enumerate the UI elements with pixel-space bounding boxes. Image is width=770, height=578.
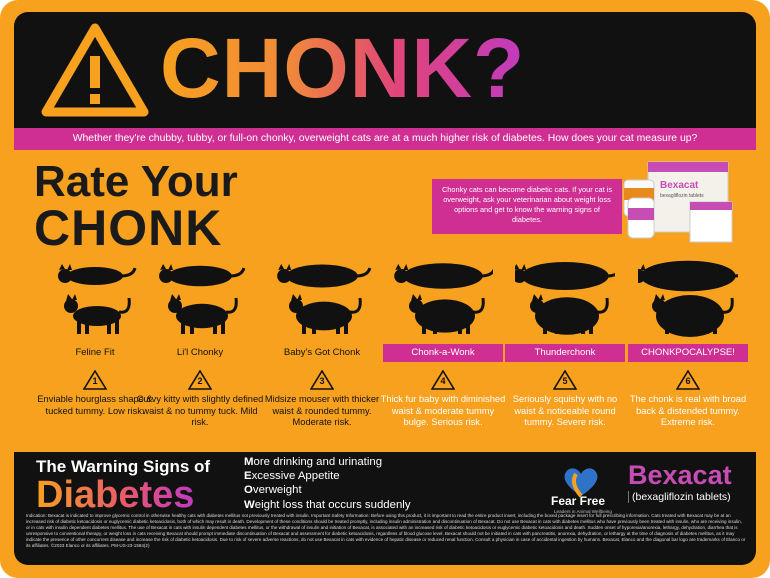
level-number-badge xyxy=(188,370,212,390)
level-number: 6 xyxy=(685,376,691,386)
cat-silhouette xyxy=(393,260,493,342)
level-number: 3 xyxy=(319,376,325,386)
cat-silhouette xyxy=(638,260,738,342)
level-number-badge xyxy=(676,370,700,390)
level-number: 2 xyxy=(197,376,203,386)
callout-box: Chonky cats can become diabetic cats. If your cat is overweight, ask your veterinarian about weight loss options and get to know the warning signs of diabetes. xyxy=(432,179,622,234)
level-label: Feline Fit xyxy=(75,347,115,358)
warning-heading: The Warning Signs of xyxy=(36,457,211,476)
product-box-label: Bexacat xyxy=(660,180,699,191)
level-number: 5 xyxy=(562,376,568,386)
level-description: Curvy kitty with slightly defined waist & no tummy tuck. Mild risk. xyxy=(136,394,264,428)
level-label: Li'l Chonky xyxy=(176,347,224,358)
level-number-badge xyxy=(83,370,107,390)
fear-free-sub: Leaders in Animal Wellbeing xyxy=(554,509,612,514)
cat-silhouette xyxy=(272,260,372,342)
level-description: The chonk is real with broad back & distended tummy. Extreme risk. xyxy=(629,394,747,428)
fear-free-logo: Fear Free xyxy=(551,494,606,508)
product-box-sub: bexagliflozin tablets xyxy=(660,193,704,199)
warning-signs-list xyxy=(244,455,411,512)
warning-triangle-icon xyxy=(40,22,150,118)
bexacat-sub: (bexagliflozin tablets) xyxy=(628,491,731,503)
level-label: Chonk-a-Wonk xyxy=(383,344,503,362)
cat-silhouette xyxy=(150,260,250,342)
level-label: Baby's Got Chonk xyxy=(283,347,361,358)
level-number-badge xyxy=(310,370,334,390)
level-number: 4 xyxy=(440,376,446,386)
sign-item: More drinking and urinating xyxy=(244,456,383,468)
bexacat-logo: Bexacat xyxy=(628,460,732,490)
cat-silhouettes xyxy=(0,260,770,342)
level-descriptions xyxy=(0,394,770,449)
rate-heading-line2: CHONK xyxy=(34,200,223,256)
cat-silhouette xyxy=(515,260,615,342)
level-labels xyxy=(0,344,770,362)
level-label: Thunderchonk xyxy=(505,344,625,362)
diabetes-heading: Diabetes xyxy=(36,474,195,516)
level-description: Midsize mouser with thicker waist & rounded tummy. Moderate risk. xyxy=(264,394,380,428)
level-description: Enviable hourglass shape & tucked tummy. Low risk. xyxy=(37,394,153,416)
level-numbers xyxy=(0,370,770,394)
page-title: CHONK? xyxy=(160,21,526,115)
product-image xyxy=(620,158,740,248)
level-description: Thick fur baby with diminished waist & moderate tummy bulge. Serious risk. xyxy=(380,394,506,428)
fine-print: Indication: Bexacat is indicated to improve glycemic control in otherwise healthy cats with diabetes mellitus not previously treated with insulin. Important Safety Information: Before using this product, it is important to read the entire product insert, including the boxed package insert for full prescribing information. Cats treated with Bexacat may be at an increased risk of diabetic ketoacidosis or euglycemic diabetic ketoacidosis, both of which may result in death. Development of these conditions should be treated promptly, including insulin administration and discontinuation of Bexacat. Do not use Bexacat in cats with diabetes mellitus who have previously been treated with insulin, who are receiving insulin, or in cats with insulin dependent diabetes mellitus. The use of Bexacat in cats with insulin dependent diabetes mellitus, or the withdrawal of insulin and initiation of Bexacat, is associated with an increased risk of diabetic ketoacidosis or euglycemic diabetic ketoacidosis and death. Sudden onset of hyporexia/anorexia, lethargy, dehydration, diarrhea that is unresponsive to conventional therapy, or weight loss in cats receiving Bexacat should prompt immediate discontinuation of Bexacat and assessment for diabetic ketoacidosis, regardless of blood glucose level. Bexacat should not be initiated in cats with pancreatitis, anorexia, dehydration, or lethargy at the time of diagnosis of diabetes mellitus, as it may indicate the presence of other concurrent disease and increase the risk of diabetic ketoacidosis. Due to risk of severe adverse reactions, do not use Bexacat in cats with evidence of hepatic disease or reduced renal function. Consult a physician in case of accidental ingestion by humans. Bexacat, Elanco and the diagonal bar logo are trademarks of Elanco or its affiliates. ©2023 Elanco or its affiliates. PM-US-23-1584(2) xyxy=(26,513,746,549)
rate-heading-line1: Rate Your xyxy=(34,157,238,206)
level-description: Seriously squishy with no waist & noticeable round tummy. Severe risk. xyxy=(512,394,618,428)
cat-silhouette xyxy=(45,260,145,342)
sign-item: Overweight xyxy=(244,484,302,497)
sign-item: Excessive Appetite xyxy=(244,470,340,483)
tagline: Whether they're chubby, tubby, or full-on chonky, overweight cats are at a much higher risk of diabetes. How does your cat measure up? xyxy=(14,128,756,150)
level-number-badge xyxy=(553,370,577,390)
sign-item: Weight loss that occurs suddenly xyxy=(244,498,411,511)
level-label: CHONKPOCALYPSE! xyxy=(628,344,748,362)
level-number-badge xyxy=(431,370,455,390)
level-number: 1 xyxy=(92,376,98,386)
